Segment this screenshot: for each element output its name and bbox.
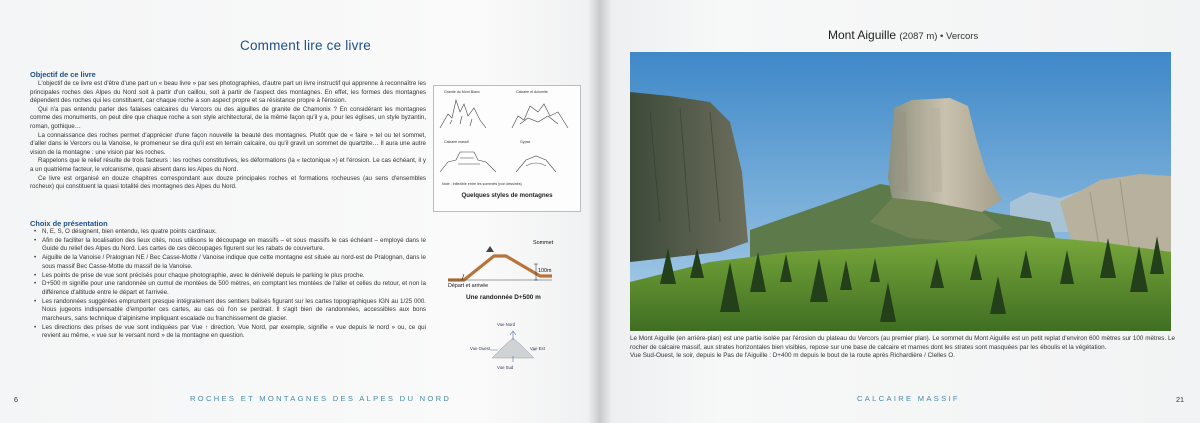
photo-title <box>828 28 978 42</box>
mountain-styles-figure <box>433 85 581 212</box>
compass-east-label: Vue Est <box>530 346 545 351</box>
height-label: 100m <box>538 268 552 274</box>
paragraph: L'objectif de ce livre est d'être d'une part un « beau livre » par ses photographies, d'autre part un livre instructif qui apprenne à reconnaître les principales roches des Alpes du Nord soit à partir d'un caillou, soit à partir de l'aspect des montagnes. En effet, les formes des montagnes dépendent des roches qui les constituent, car chaque roche a son aspect propre et sa résistance propre à l'érosion. <box>30 80 426 105</box>
photo-title-sub: (2087 m) • Vercors <box>899 31 979 42</box>
photo-title-main: Mont Aiguille <box>828 28 897 42</box>
paragraph: Ce livre est organisé en douze chapitres correspondant aux douze principales roches et formations rocheuses (au sens d'ensembles rocheux) qui constituent la quasi totalité des montagnes des Alpes du Nord. <box>30 174 426 191</box>
paragraph: Qui n'a pas entendu parler des falaises calcaires du Vercors ou des aiguilles de granite de Chamonix ? En considérant les montagnes comme des monuments, on peut dire que chaque roche a son style architectural, de la même façon qu'il y a, pour les églises, un style byzantin, roman, gothique… <box>30 105 426 130</box>
sketch-label: Calcaire massif <box>444 140 469 144</box>
paragraph: Rappelons que le relief résulte de trois facteurs : les roches constitutives, les déformations (la « tectonique ») et l'érosion. Le cas échéant, il y a un quatrième facteur, le volcanisme, quasi absent dans les Alpes du Nord. <box>30 157 426 173</box>
sketch-label: Granite du Mont Blanc <box>444 90 480 94</box>
compass-north-label: Vue Nord <box>497 322 515 327</box>
running-footer-right: CALCAIRE MASSIF <box>857 394 960 403</box>
start-label: Départ et arrivée <box>448 283 489 289</box>
list-item: • Les randonnées suggérées empruntent presque intégralement des sentiers balisés figurant sur les cartes topographiques IGN au 1/25 000. Nous jugeons indispensable d'emporter ces cartes, au cas où l'on se perdrait. Il s'agit bien de randonnées, accessibles aux bons marcheurs, sans technique d'alpinisme impliquant escalade ou franchissement de glacier. <box>30 298 426 324</box>
caption-paragraph: Le Mont Aiguille (en arrière-plan) est une partie isolée par l'érosion du plateau du Vercors (au premier plan). Le sommet du Mont Aiguille est un petit replat d'environ 600 mètres sur 100 mètres. Le rocher de calcaire massif, aux strates horizontales bien visibles, repose sur une base de calcaire et marnes dont les strates sont masquées par les éboulis et la végétation. <box>630 335 1175 351</box>
mountain-photo <box>630 52 1171 331</box>
sketch-label: Calcaire et dolomite <box>516 90 548 94</box>
paragraph: La connaissance des roches permet d'apprécier d'une façon nouvelle la beauté des montagnes. Plutôt que de « faire » tel ou tel sommet, d'aller dans le Vercors ou la Vanoise, le promeneur se dira qu'il est en terrain calcaire, ou qu'il gravit un sommet de quartzite… Il aura une autre vision de la montagne : une vision par les roches. <box>30 131 426 156</box>
caption-paragraph: Vue Sud-Ouest, le soir, depuis le Pas de l'Aiguille : D+400 m depuis le bout de la route après Richardière / Clelles O. <box>630 352 955 359</box>
hike-caption: Une randonnée D+500 m <box>466 294 541 301</box>
compass-south-label: Vue Sud <box>497 365 514 370</box>
running-footer-left: ROCHES ET MONTAGNES DES ALPES DU NORD <box>190 394 452 403</box>
objective-text <box>30 80 426 192</box>
compass-west-label: Vue Ouest <box>470 346 491 351</box>
summit-label: Sommet <box>533 240 554 246</box>
list-item: • Les directions des prises de vue sont indiquées par Vue ↑ direction. Vue Nord, par exemple, signifie « vue depuis le nord » ou, ce qui revient au même, « vue sur le versant nord » de la montagne en question. <box>30 324 426 341</box>
list-item: • Les points de prise de vue sont précisés pour chaque photographie, avec le dénivelé depuis le parking le plus proche. <box>30 272 426 281</box>
list-item: • D+500 m signifie pour une randonnée un cumul de montées de 500 mètres, en comptant les montées de l'aller et celles du retour, et non la différence d'altitude entre le départ et l'arrivée. <box>30 280 426 297</box>
mountain-sketches <box>434 86 580 190</box>
left-page <box>0 0 596 423</box>
list-item: • Aiguille de la Vanoise / Pralognan NE / Bec Casse-Motte / Vanoise indique que cette montagne est située au nord-est de Pralognan, dans le sous massif Bec Casse-Motte du massif de la Vanoise. <box>30 254 426 271</box>
presentation-list <box>30 228 426 341</box>
sketch-label: Gypse <box>520 140 531 144</box>
list-item: • N, E, S, O désignent, bien entendu, les quatre points cardinaux. <box>30 228 426 237</box>
figure-caption: Quelques styles de montagnes <box>461 192 553 199</box>
section-heading-objective: Objectif de ce livre <box>30 70 96 79</box>
page-number-left: 6 <box>14 395 18 404</box>
sketch-note: Note : Inflexible entre les sommets (non dessinés) <box>442 182 522 186</box>
page-number-right: 21 <box>1176 395 1184 404</box>
section-heading-presentation: Choix de présentation <box>30 219 108 228</box>
page-title: Comment lire ce livre <box>240 38 371 53</box>
list-item: • Afin de faciliter la localisation des lieux cités, nous utilisons le découpage en massifs – et sous massifs le cas échéant – employé dans le Guide du relief des Alpes du Nord. Les cartes de ces découpages figurent sur les rabats de couverture. <box>30 237 426 254</box>
mont-aiguille-illustration <box>630 52 1171 331</box>
photo-caption <box>630 335 1175 361</box>
